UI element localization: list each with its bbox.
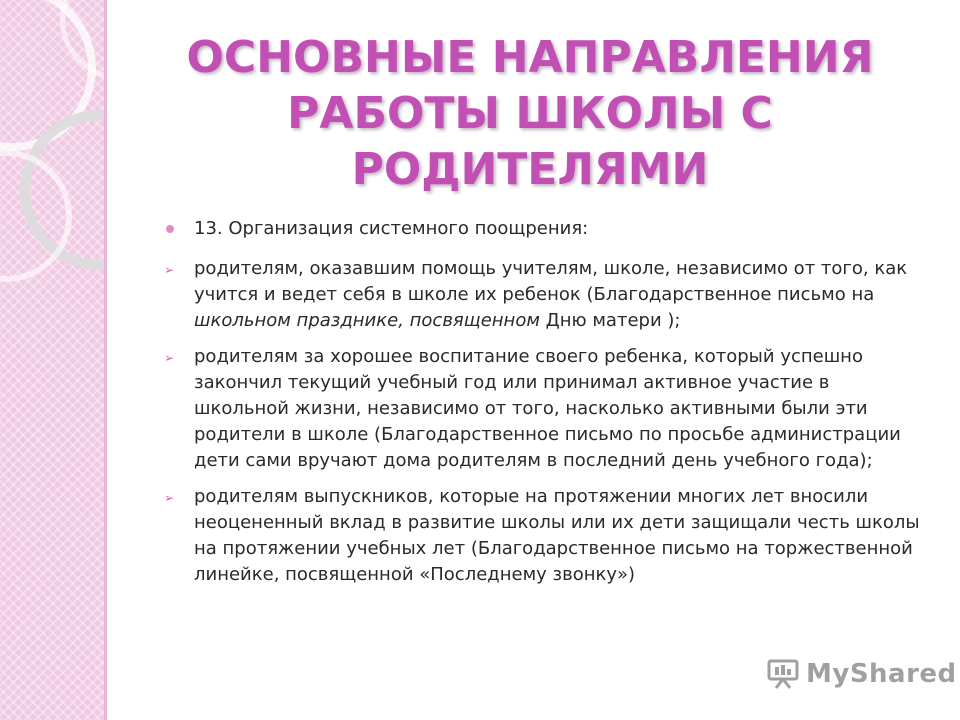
slide-body xyxy=(160,216,930,598)
decorative-sidebar xyxy=(0,0,106,720)
item-text: родителям выпускников, которые на протяжении многих лет вносили неоцененный вклад в развитие школы или их дети защищали честь школы на протяжении учебных лет (Благодарственное письмо на торжественной линейке, посвященной «Последнему звонку») xyxy=(194,486,920,585)
lead-paragraph xyxy=(160,216,930,242)
list-item xyxy=(160,256,930,334)
watermark xyxy=(766,654,957,694)
arrow-bullet-icon: ➢ xyxy=(164,351,175,365)
slide-title: ОСНОВНЫЕ НАПРАВЛЕНИЯ РАБОТЫ ШКОЛЫ С РОДИТЕЛЯМИ xyxy=(186,32,874,195)
arrow-bullet-icon: ➢ xyxy=(164,491,175,505)
arrow-bullet-icon: ➢ xyxy=(164,263,175,277)
item-text: родителям за хорошее воспитание своего ребенка, который успешно закончил текущий учебный год или принимал активное участие в школьной жизни, независимо от того, насколько активными были эти родители в школе (Благодарственное письмо по просьбе администрации дети сами вручают дома родителям в последний день учебного года); xyxy=(194,346,901,471)
item-text-italic: школьном празднике, посвященном xyxy=(194,310,540,331)
sidebar-divider xyxy=(104,0,107,720)
bullet-dot-icon xyxy=(166,225,174,233)
watermark-text: MyShared xyxy=(806,659,957,689)
item-text-part2: Дню матери ); xyxy=(539,310,681,331)
presentation-icon xyxy=(766,658,800,690)
item-text-part1: родителям, оказавшим помощь учителям, школе, независимо от того, как учится и ведет себя в школе их ребенок (Благодарственное письмо на xyxy=(194,258,908,305)
lead-text: 13. Организация системного поощрения: xyxy=(194,218,589,239)
list-item xyxy=(160,344,930,474)
list-item xyxy=(160,484,930,588)
